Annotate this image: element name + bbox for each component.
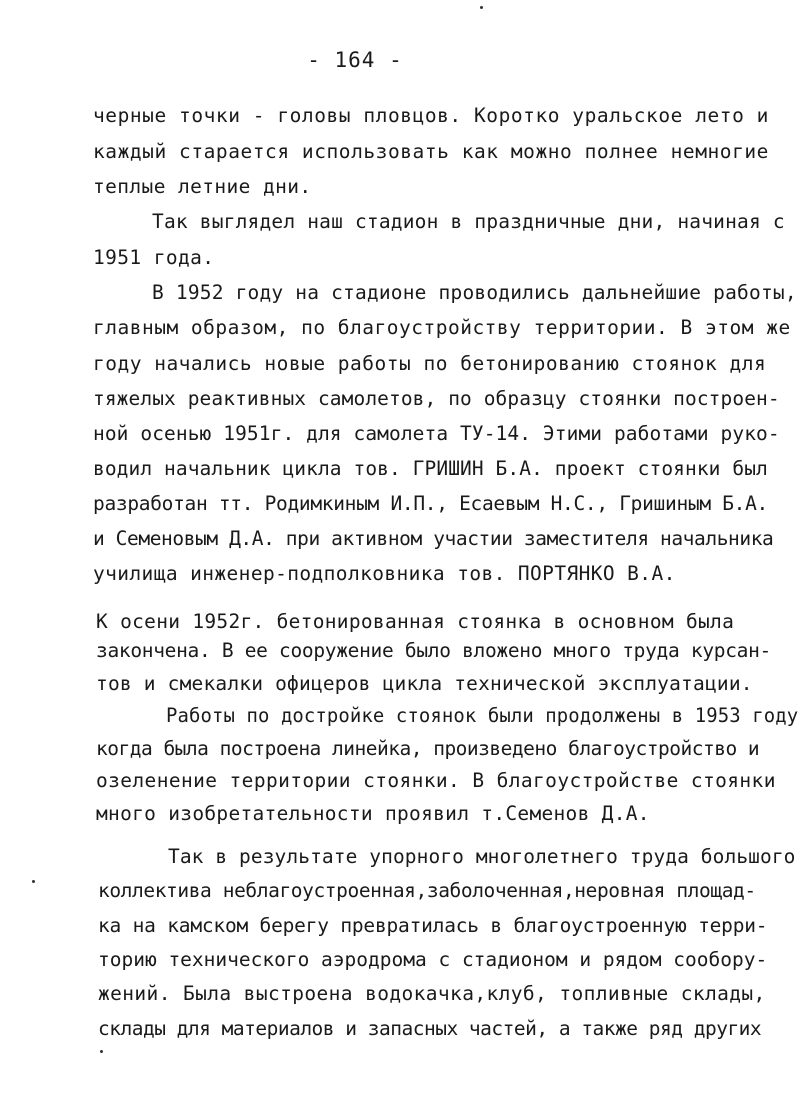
text-line: и Семеновым Д.А. при активном участии заместителя начальника: [93, 527, 774, 550]
text-line: черные точки - головы пловцов. Коротко уральское лето и: [93, 104, 769, 127]
page-number: - 164 -: [307, 48, 403, 72]
text-line: когда была построена линейка, произведено благоустройство и: [96, 737, 760, 760]
text-line: жений. Была выстроена водокачка,клуб, топливные склады,: [98, 982, 766, 1005]
scan-speck: [32, 880, 35, 883]
text-line: закончена. В ее сооружение было вложено много труда курсан-: [96, 639, 771, 662]
text-line: Работы по достройке стоянок были продолжены в 1953 году: [166, 704, 799, 727]
text-line: тов и смекалки офицеров цикла технической эксплуатации.: [96, 672, 753, 695]
text-line: году начались новые работы по бетонированию стоянок для: [93, 352, 767, 375]
text-line: коллектива неблагоустроенная,заболоченная,неровная площад-: [98, 879, 756, 902]
text-line: училища инженер-подполковника тов. ПОРТЯНКО В.А.: [93, 562, 676, 585]
text-line: тяжелых реактивных самолетов, по образцу стоянки построен-: [93, 387, 780, 410]
text-line: озеленение территории стоянки. В благоустройстве стоянки: [96, 769, 776, 792]
text-line: В 1952 году на стадионе проводились дальнейшие работы,: [152, 281, 797, 304]
text-line: водил начальник цикла тов. ГРИШИН Б.А. проект стоянки был: [93, 457, 768, 480]
text-line: Так выглядел наш стадион в праздничные дни, начиная с: [152, 210, 785, 233]
scan-speck: [480, 6, 483, 9]
text-line: 1951 года.: [93, 246, 215, 269]
text-line: много изобретательности проявил т.Семенов Д.А.: [96, 802, 650, 825]
text-line: ной осенью 1951г. для самолета ТУ-14. Этими работами руко-: [93, 422, 780, 445]
text-line: главным образом, по благоустройству территории. В этом же: [93, 316, 791, 339]
text-line: торию технического аэродрома с стадионом и рядом сообору-: [98, 948, 768, 971]
text-line: склады для материалов и запасных частей, а также ряд других: [98, 1017, 762, 1040]
text-line: К осени 1952г. бетонированная стоянка в основном была: [96, 610, 735, 633]
text-line: ка на камском берегу превратилась в благоустроенную терри-: [98, 914, 768, 937]
text-line: разработан тт. Родимкиным И.П., Есаевым Н.С., Гришиным Б.А.: [93, 492, 768, 515]
text-line: каждый старается использовать как можно полнее немногие: [93, 140, 769, 163]
scan-speck: [100, 1050, 103, 1053]
text-line: теплые летние дни.: [93, 175, 312, 198]
text-line: Так в результате упорного многолетнего труда большого: [168, 845, 796, 868]
